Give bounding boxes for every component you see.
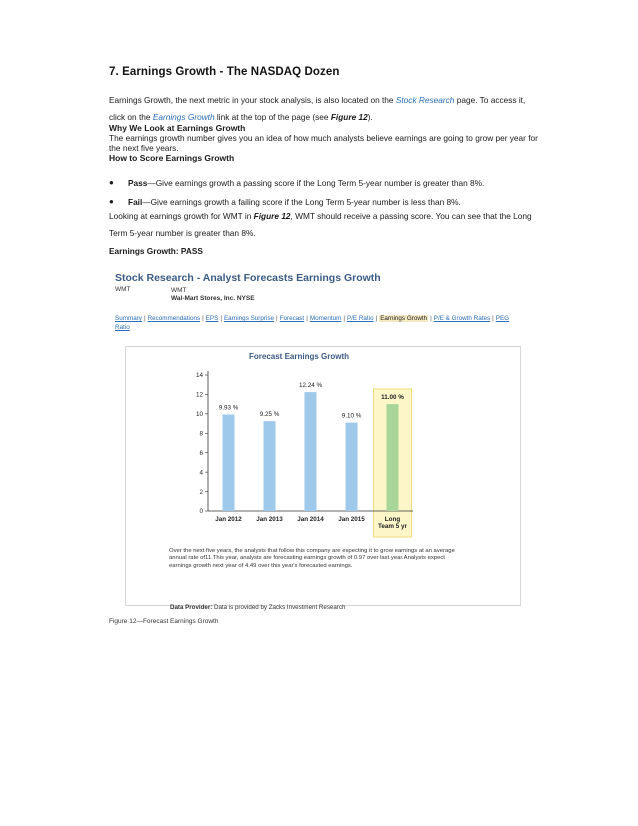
y-tick-label: 12 [195,391,203,399]
intro-text-4: ). [367,112,373,122]
provider-text: Data is provided by Zacks Investment Research [212,604,346,611]
figure-caption: Figure 12—Forecast Earnings Growth [109,618,219,625]
nav-link-p-e-growth-rates[interactable]: P/E & Growth Rates [433,315,491,322]
nav-separator: | [343,315,345,322]
nav-link-forecast[interactable]: Forecast [279,315,305,322]
figure-reference: Figure 12 [253,211,291,221]
x-tick-label: Team 5 yr [378,523,407,530]
bar-0 [223,415,235,511]
nav-link-summary[interactable]: Summary [115,315,142,322]
nav-separator: | [276,315,278,322]
looking-text-2: , WMT should receive a passing score. You can see that the Long Term 5-year number is greater than 8%. [109,211,532,238]
data-label: 9.93 % [218,404,239,412]
bullet-icon: ● [109,178,114,187]
fail-label: Fail [128,197,143,207]
company-name: Wal-Mart Stores, Inc. NYSE [171,295,255,302]
document-page [109,66,539,258]
provider-label: Data Provider: [170,604,213,611]
stock-research-link[interactable]: Stock Research [395,95,455,105]
y-tick-label: 4 [199,469,203,477]
fail-text: —Give earnings growth a failing score if the Long Term 5-year number is less than 8%. [142,197,461,207]
nav-separator: | [430,315,432,322]
looking-paragraph [109,208,539,242]
why-paragraph: The earnings growth number gives you an idea of how much analysts believe earnings are going to grow per year for the next five years. [109,133,538,153]
ticker-symbol: WMT [171,287,187,294]
nav-link-peg-ratio[interactable]: PEG Ratio [115,315,510,331]
nav-separator: | [306,315,308,322]
figure-reference: Figure 12 [330,112,368,122]
intro-text-1: Earnings Growth, the next metric in your stock analysis, is also located on the [109,95,396,105]
y-tick-label: 8 [199,430,203,438]
nav-link-earnings-growth[interactable]: Earnings Growth [380,315,428,322]
figure-title: Stock Research - Analyst Forecasts Earnings Growth [115,272,381,284]
bar-1 [264,421,276,511]
nav-separator: | [492,315,494,322]
data-provider [170,604,345,611]
nav-separator: | [375,315,378,322]
result-line: Earnings Growth: PASS [109,246,203,256]
pass-label: Pass [128,178,148,188]
x-tick-label: Jan 2015 [338,516,365,523]
pass-text: —Give earnings growth a passing score if the Long Term 5-year number is greater than 8%. [147,178,485,188]
section-heading: 7. Earnings Growth - The NASDAQ Dozen [109,66,340,78]
ticker-label: WMT [115,286,131,293]
bullet-icon: ● [109,197,114,206]
data-label: 9.25 % [259,411,280,419]
y-tick-label: 10 [195,411,203,419]
x-tick-label: Jan 2013 [256,516,283,523]
bar-2 [305,392,317,511]
y-tick-label: 0 [199,508,203,516]
y-tick-label: 14 [195,372,203,380]
nav-separator: | [220,315,222,322]
earnings-growth-link[interactable]: Earnings Growth [152,112,215,122]
forecast-note: Over the next five years, the analysts that follow this company are expecting it to grow earnings at an average annual rate of11.This year, analysts are forecasting earnings growth of 0.97 over last year.Analysts expect earnings growth next year of 4.49 over this year's forecasted earnings. [169,548,455,569]
nav-separator: | [143,315,146,322]
bar-4 [387,404,399,511]
why-heading: Why We Look at Earnings Growth [109,123,246,133]
bullet-list [109,177,539,208]
y-tick-label: 2 [199,488,203,496]
looking-text-1: Looking at earnings growth for WMT in [109,211,254,221]
how-heading: How to Score Earnings Growth [109,153,235,163]
list-item [109,196,539,208]
nav-link-eps[interactable]: EPS [205,315,219,322]
nav-link-p-e-ratio[interactable]: P/E Ratio [346,315,374,322]
intro-text-2: page. To access it, click on the [109,95,526,122]
nav-link-momentum[interactable]: Momentum [309,315,342,322]
data-label: 12.24 % [298,382,323,390]
intro-paragraph [109,92,539,126]
x-tick-label: Jan 2012 [215,516,242,523]
y-tick-label: 6 [199,449,203,457]
intro-text-3: link at the top of the page (see [214,112,331,122]
nav-link-recommendations[interactable]: Recommendations [147,315,201,322]
list-item [109,177,539,189]
bar-3 [346,423,358,511]
nav-separator: | [202,315,204,322]
data-label: 11.00 % [381,394,404,402]
data-label: 9.10 % [341,412,362,420]
x-tick-label: Jan 2014 [297,516,324,523]
x-tick-label: Long [384,516,401,523]
chart-title: Forecast Earnings Growth [249,352,350,361]
figure-screenshot [113,270,523,614]
nav-link-earnings-surprise[interactable]: Earnings Surprise [223,315,275,322]
